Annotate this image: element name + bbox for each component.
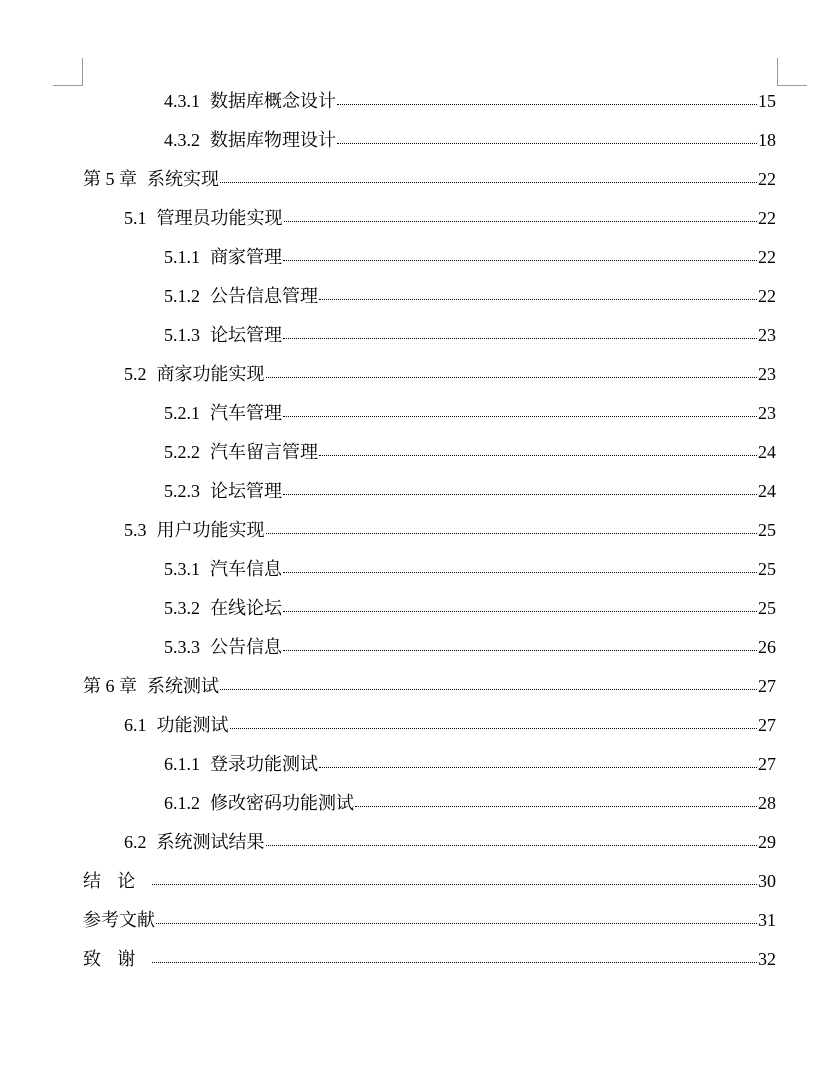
toc-entry[interactable] xyxy=(164,597,776,619)
corner-mark-top-left xyxy=(53,85,83,86)
toc-entry-title: 功能测试 xyxy=(156,715,229,735)
toc-entry[interactable] xyxy=(83,168,776,190)
toc-entry-number: 5.3.2 xyxy=(164,598,200,618)
toc-entry-page: 15 xyxy=(758,91,776,111)
toc-entry-page: 23 xyxy=(758,325,776,345)
corner-mark-top-right xyxy=(777,85,807,86)
toc-entry-page: 31 xyxy=(758,910,776,930)
toc-entry-number: 5.3.1 xyxy=(164,559,200,579)
toc-leader-dots xyxy=(319,285,757,300)
toc-entry-number: 5.3 xyxy=(124,520,147,540)
toc-entry-title: 商家管理 xyxy=(210,247,282,267)
toc-entry-title: 数据库概念设计 xyxy=(210,91,336,111)
toc-leader-dots xyxy=(266,831,758,846)
toc-entry-title: 公告信息管理 xyxy=(210,286,318,306)
toc-entry[interactable] xyxy=(124,831,776,853)
toc-entry[interactable] xyxy=(164,129,776,151)
toc-entry-page: 23 xyxy=(758,403,776,423)
toc-entry[interactable] xyxy=(83,909,776,931)
toc-entry-number: 5.2.1 xyxy=(164,403,200,423)
toc-entry-number: 第 6 章 xyxy=(83,676,137,696)
toc-entry[interactable] xyxy=(124,207,776,229)
toc-entry-title: 公告信息 xyxy=(210,637,282,657)
toc-leader-dots xyxy=(319,441,757,456)
toc-entry-page: 27 xyxy=(758,754,776,774)
toc-entry[interactable] xyxy=(83,675,776,697)
toc-entry-page: 27 xyxy=(758,676,776,696)
toc-leader-dots xyxy=(156,909,757,924)
toc-entry-number: 第 5 章 xyxy=(83,169,137,189)
toc-entry-page: 18 xyxy=(758,130,776,150)
toc-entry[interactable] xyxy=(164,324,776,346)
toc-entry-title: 论坛管理 xyxy=(210,481,282,501)
toc-entry[interactable] xyxy=(164,402,776,424)
toc-entry[interactable] xyxy=(83,948,776,970)
toc-entry-page: 29 xyxy=(758,832,776,852)
toc-entry-number: 4.3.2 xyxy=(164,130,200,150)
toc-entry-title: 论坛管理 xyxy=(210,325,282,345)
toc-leader-dots xyxy=(283,636,757,651)
toc-entry-page: 24 xyxy=(758,442,776,462)
toc-leader-dots xyxy=(283,597,757,612)
toc-entry-title: 汽车管理 xyxy=(210,403,282,423)
toc-entry-page: 23 xyxy=(758,364,776,384)
toc-entry[interactable] xyxy=(164,480,776,502)
toc-entry-title: 汽车留言管理 xyxy=(210,442,318,462)
toc-leader-dots xyxy=(220,675,757,690)
toc-entry-title: 修改密码功能测试 xyxy=(210,793,354,813)
toc-entry[interactable] xyxy=(164,90,776,112)
toc-entry[interactable] xyxy=(164,792,776,814)
toc-entry-title: 参考文献 xyxy=(83,910,155,930)
toc-entry[interactable] xyxy=(124,714,776,736)
toc-leader-dots xyxy=(337,129,757,144)
toc-entry-number: 5.3.3 xyxy=(164,637,200,657)
toc-entry-number: 5.1.3 xyxy=(164,325,200,345)
toc-entry-page: 32 xyxy=(758,949,776,969)
toc-entry-page: 22 xyxy=(758,286,776,306)
toc-entry-title: 系统实现 xyxy=(147,169,219,189)
toc-entry[interactable] xyxy=(164,285,776,307)
toc-leader-dots xyxy=(266,519,758,534)
toc-entry-number: 6.1 xyxy=(124,715,147,735)
toc-entry-page: 30 xyxy=(758,871,776,891)
toc-leader-dots xyxy=(283,246,757,261)
toc-leader-dots xyxy=(337,90,757,105)
toc-leader-dots xyxy=(152,948,757,963)
toc-entry-title: 登录功能测试 xyxy=(210,754,318,774)
toc-entry-title: 系统测试结果 xyxy=(156,832,265,852)
toc-entry-number: 5.2.2 xyxy=(164,442,200,462)
toc-leader-dots xyxy=(220,168,757,183)
toc-entry-number: 4.3.1 xyxy=(164,91,200,111)
toc-leader-dots xyxy=(283,558,757,573)
toc-leader-dots xyxy=(284,207,758,222)
toc-entry-page: 26 xyxy=(758,637,776,657)
toc-entry-page: 22 xyxy=(758,208,776,228)
corner-mark-top-right-vertical xyxy=(777,58,778,86)
toc-entry-page: 25 xyxy=(758,598,776,618)
toc-entry-page: 25 xyxy=(758,559,776,579)
toc-entry-title: 汽车信息 xyxy=(210,559,282,579)
toc-entry-number: 6.2 xyxy=(124,832,147,852)
toc-entry-title: 致谢 xyxy=(83,949,152,969)
toc-entry[interactable] xyxy=(83,870,776,892)
corner-mark-top-left-vertical xyxy=(82,58,83,86)
toc-leader-dots xyxy=(152,870,757,885)
toc-leader-dots xyxy=(319,753,757,768)
toc-leader-dots xyxy=(283,480,757,495)
toc-entry[interactable] xyxy=(164,246,776,268)
toc-entry[interactable] xyxy=(164,753,776,775)
toc-entry[interactable] xyxy=(164,636,776,658)
toc-leader-dots xyxy=(283,324,757,339)
toc-entry-number: 5.1.1 xyxy=(164,247,200,267)
toc-entry-title: 商家功能实现 xyxy=(156,364,265,384)
toc-entry-title: 结论 xyxy=(83,871,152,891)
toc-entry[interactable] xyxy=(124,363,776,385)
toc-entry-page: 27 xyxy=(758,715,776,735)
toc-entry-title: 管理员功能实现 xyxy=(156,208,283,228)
toc-entry-page: 22 xyxy=(758,169,776,189)
toc-leader-dots xyxy=(355,792,757,807)
toc-entry-title: 系统测试 xyxy=(147,676,219,696)
toc-entry-title: 数据库物理设计 xyxy=(210,130,336,150)
toc-entry[interactable] xyxy=(124,519,776,541)
toc-entry[interactable] xyxy=(164,558,776,580)
toc-entry-page: 28 xyxy=(758,793,776,813)
toc-entry-page: 22 xyxy=(758,247,776,267)
toc-entry-number: 6.1.1 xyxy=(164,754,200,774)
toc-entry-page: 25 xyxy=(758,520,776,540)
toc-entry-page: 24 xyxy=(758,481,776,501)
toc-entry-number: 5.1 xyxy=(124,208,147,228)
toc-leader-dots xyxy=(283,402,757,417)
toc-leader-dots xyxy=(230,714,758,729)
toc-entry-number: 5.2 xyxy=(124,364,147,384)
toc-leader-dots xyxy=(266,363,758,378)
toc-entry[interactable] xyxy=(164,441,776,463)
toc-entry-title: 在线论坛 xyxy=(210,598,282,618)
toc-entry-title: 用户功能实现 xyxy=(156,520,265,540)
toc-entry-number: 5.2.3 xyxy=(164,481,200,501)
toc-entry-number: 6.1.2 xyxy=(164,793,200,813)
toc-entry-number: 5.1.2 xyxy=(164,286,200,306)
